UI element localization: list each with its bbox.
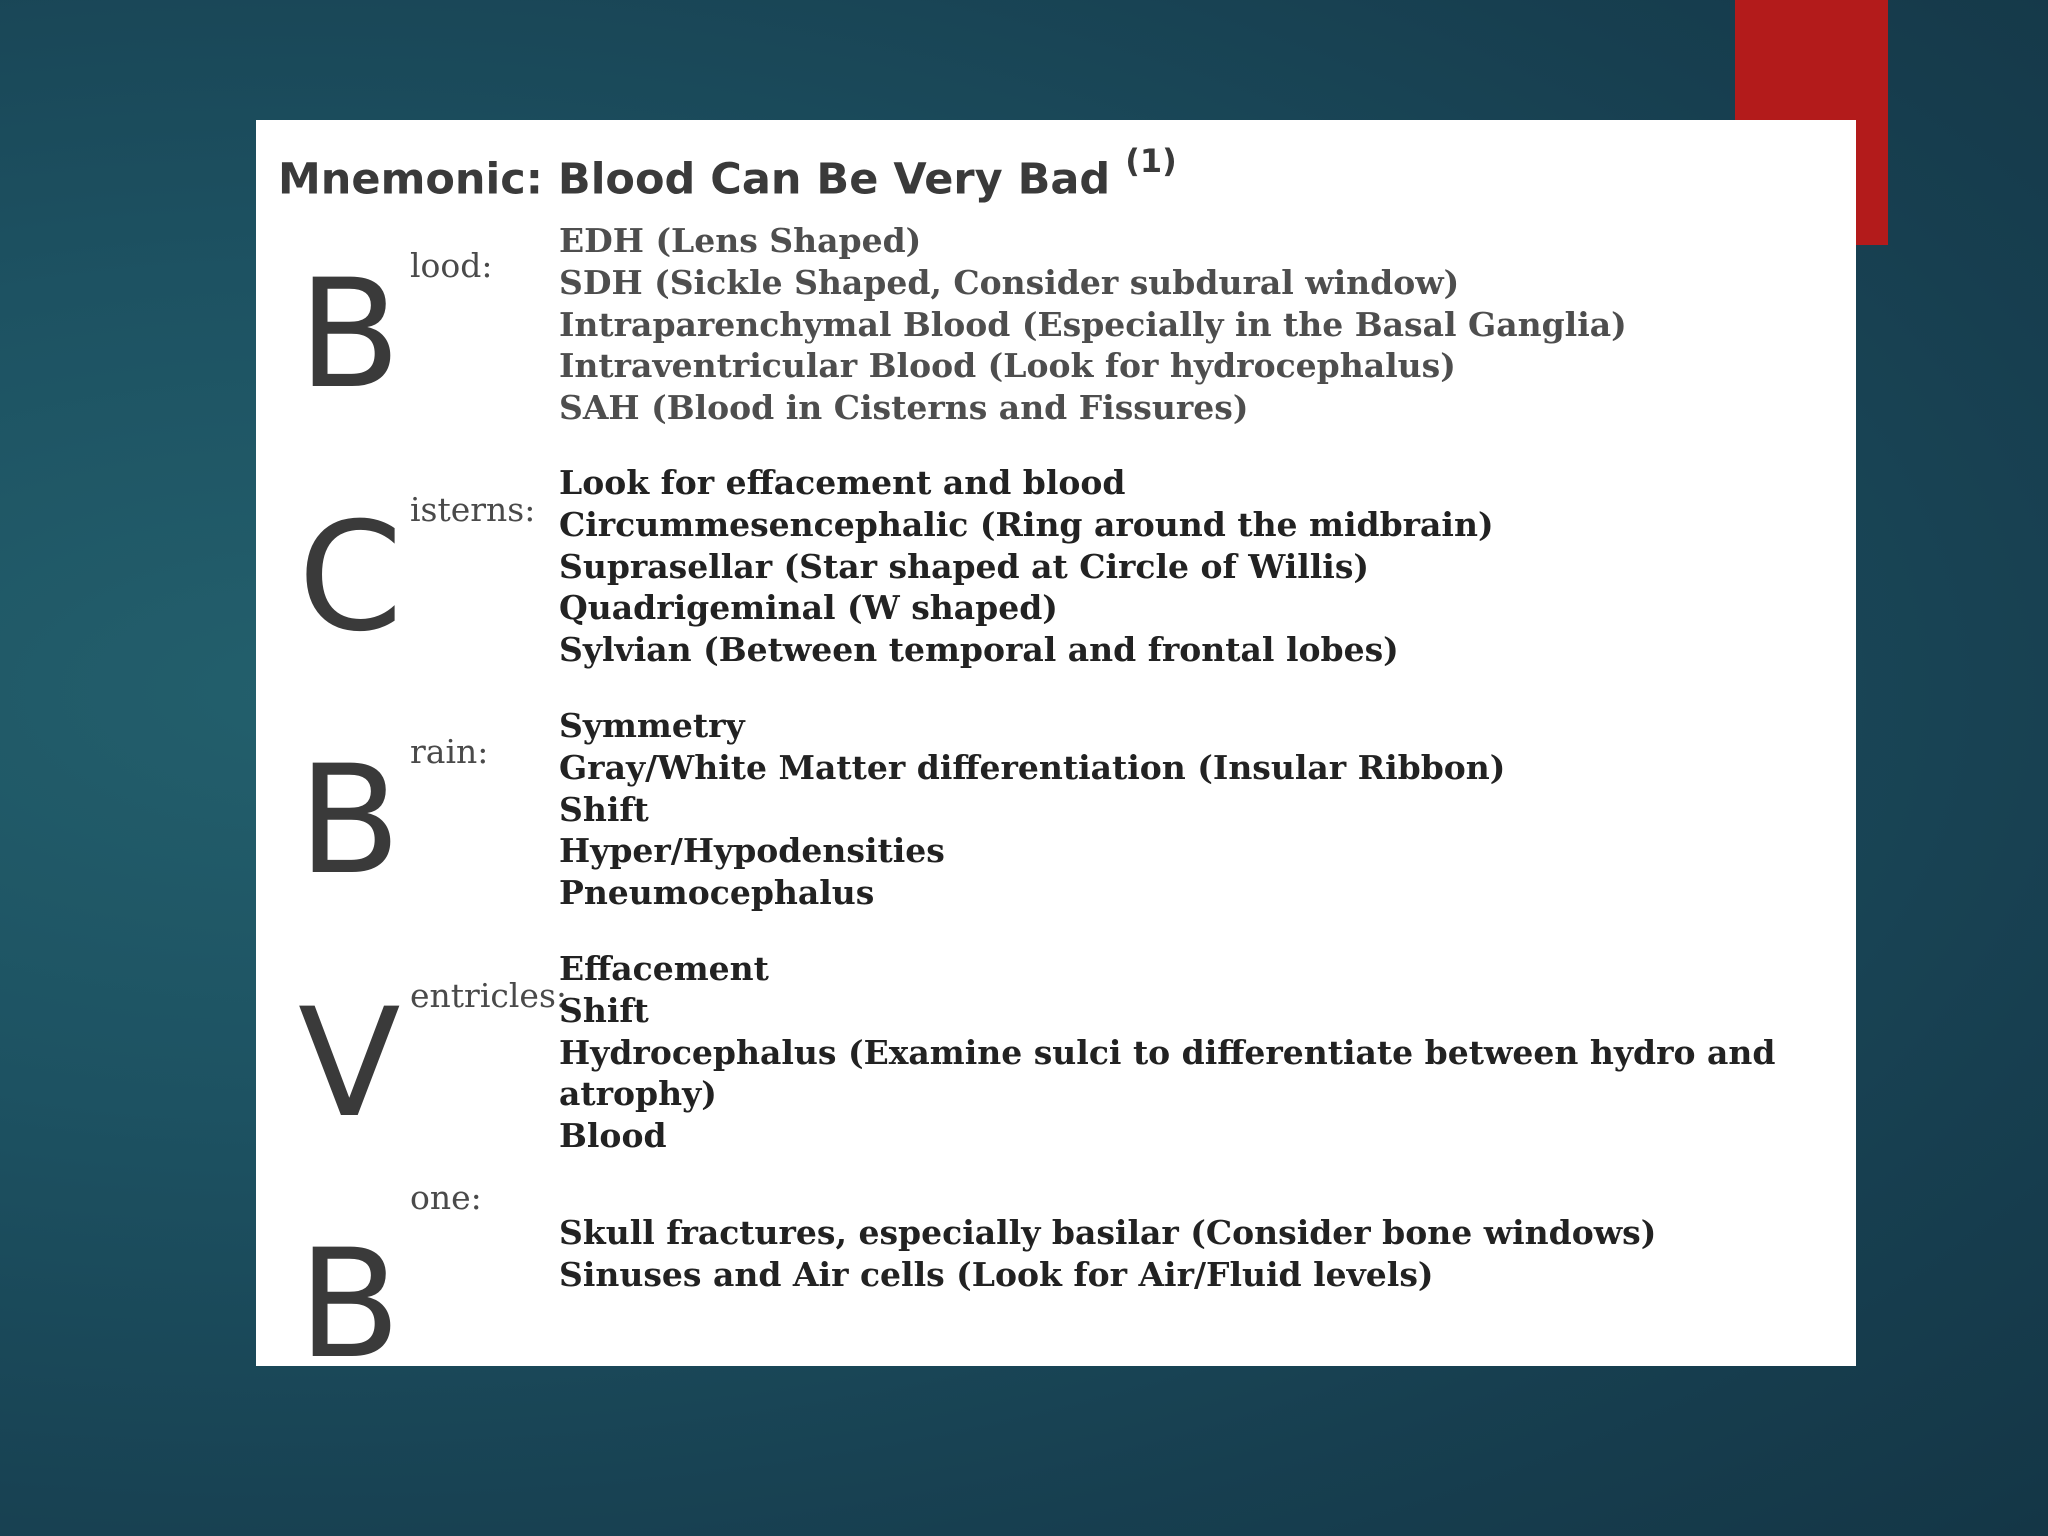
mnemonic-image-panel [256,120,1856,1392]
mnemonic-letter-b: B [298,1218,401,1392]
mnemonic-letter-v: V [298,977,401,1151]
list-item: Symmetry [559,706,745,745]
brain-items-list [559,705,1849,914]
mnemonic-letter-b: B [298,248,401,422]
list-item: Suprasellar (Star shaped at Circle of Willis) [559,546,1370,586]
list-item: Hydrocephalus (Examine sulci to differentiate between hydro and [559,1032,1776,1072]
list-item: Gray/White Matter differentiation (Insular Ribbon) [559,747,1506,787]
mnemonic-title [278,142,1177,205]
mnemonic-word-bone: one: [410,1178,482,1217]
cisterns-items-list [559,462,1849,671]
list-item: atrophy) [559,1074,717,1114]
bone-items-list [559,1212,1849,1296]
list-item: SDH (Sickle Shaped, Consider subdural window) [559,262,1460,302]
list-item: Pneumocephalus [559,873,875,913]
mnemonic-letter-b: B [298,734,401,908]
title-superscript: (1) [1125,142,1177,180]
ventricles-items-list [559,948,1849,1157]
mnemonic-word-cisterns: isterns: [410,490,536,529]
list-item: Sinuses and Air cells (Look for Air/Fluid levels) [559,1254,1434,1294]
mnemonic-letter-c: C [298,491,403,665]
list-item: Shift [559,789,649,829]
list-item: Skull fractures, especially basilar (Consider bone windows) [559,1213,1657,1252]
mnemonic-word-brain: rain: [410,732,489,771]
list-item: Blood [559,1116,667,1156]
blood-items-list [559,220,1849,429]
list-item: Hyper/Hypodensities [559,831,945,871]
mnemonic-word-ventricles: entricles: [410,976,567,1015]
list-item: Intraventricular Blood (Look for hydrocephalus) [559,346,1456,386]
list-item: EDH (Lens Shaped) [559,221,922,260]
list-item: Look for effacement and blood [559,463,1126,502]
list-item: Sylvian (Between temporal and frontal lobes) [559,630,1399,670]
list-item: SAH (Blood in Cisterns and Fissures) [559,388,1249,428]
list-item: Shift [559,990,649,1030]
list-item: Intraparenchymal Blood (Especially in the Basal Ganglia) [559,304,1627,344]
mnemonic-word-blood: lood: [410,246,493,285]
list-item: Effacement [559,949,769,988]
list-item: Circummesencephalic (Ring around the midbrain) [559,504,1494,544]
title-text: Mnemonic: Blood Can Be Very Bad [278,154,1111,205]
list-item: Quadrigeminal (W shaped) [559,588,1058,628]
